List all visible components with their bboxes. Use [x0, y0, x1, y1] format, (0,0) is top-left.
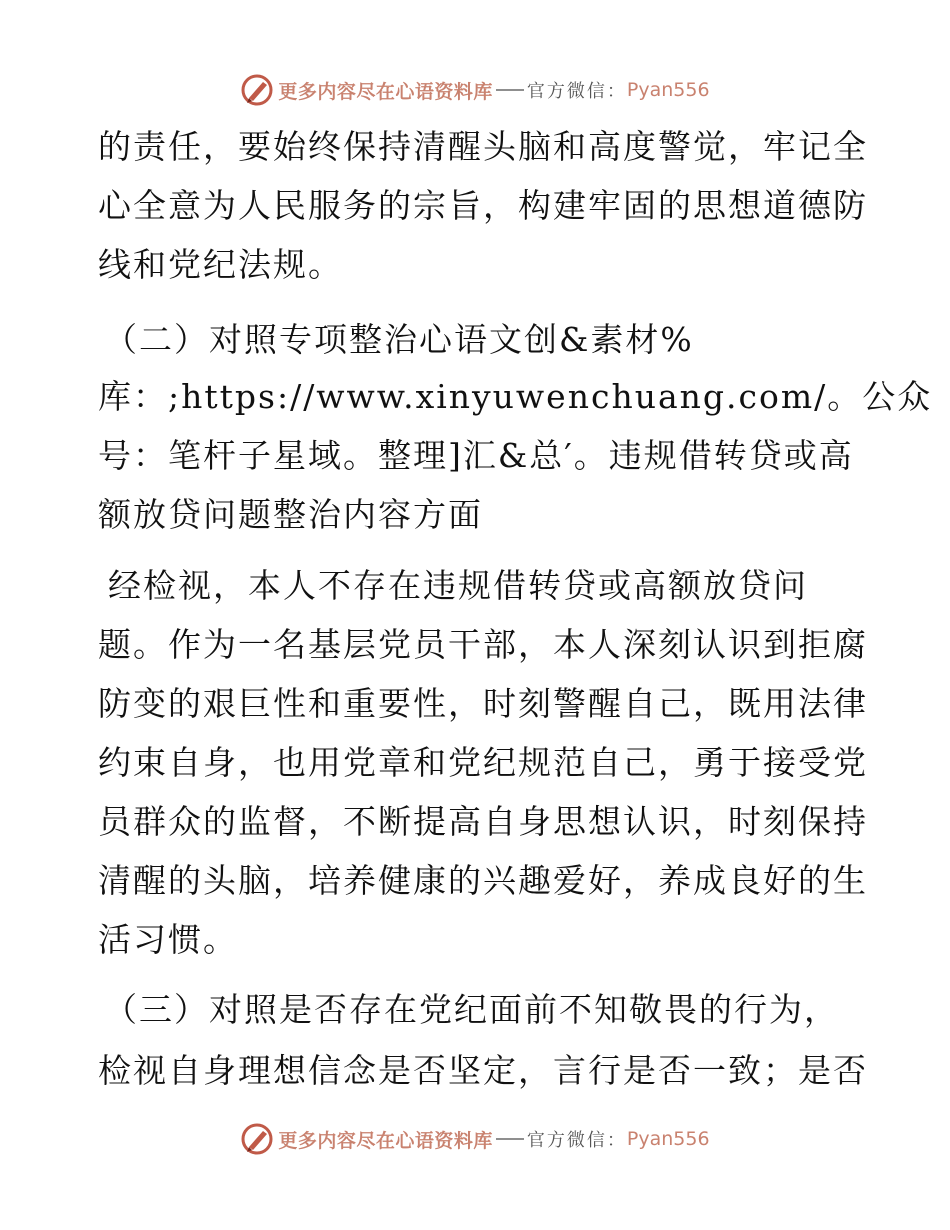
text-line: 清醒的头脑，培养健康的兴趣爱好，养成良好的生	[98, 861, 868, 900]
text-line: 检视自身理想信念是否坚定，言行是否一致；是否	[98, 1051, 868, 1090]
section-heading: （二）对照专项整治心语文创&素材%	[104, 320, 694, 359]
text-line: 活习惯。	[98, 920, 238, 959]
text-line: 心全意为人民服务的宗旨，构建牢固的思想道德防	[98, 186, 868, 225]
banner-dash	[496, 89, 524, 91]
banner-wechat-id: Pyan556	[626, 1128, 710, 1150]
text-line: 线和党纪法规。	[98, 245, 343, 284]
text-line: 额放贷问题整治内容方面	[98, 495, 483, 534]
text-line: 号：笔杆子星域。整理]汇&总′。违规借转贷或高	[98, 436, 854, 475]
pen-logo-icon	[240, 73, 274, 107]
text-line: 题。作为一名基层党员干部，本人深刻认识到拒腐	[98, 625, 868, 664]
text-line: 经检视，本人不存在违规借转贷或高额放贷问	[108, 566, 808, 605]
header-watermark	[0, 72, 950, 108]
section-heading: （三）对照是否存在党纪面前不知敬畏的行为，	[104, 990, 839, 1029]
banner-text: 更多内容尽在心语资料库	[278, 80, 493, 103]
text-line: 的责任，要始终保持清醒头脑和高度警觉，牢记全	[98, 127, 868, 166]
text-line: 约束自身，也用党章和党纪规范自己，勇于接受党	[98, 743, 868, 782]
text-line: 防变的艰巨性和重要性，时刻警醒自己，既用法律	[98, 684, 868, 723]
banner-label: 官方微信：	[526, 1130, 627, 1151]
footer-watermark	[0, 1121, 950, 1157]
text-line-url: 库：;https://www.xinyuwenchuang.com/。公众	[98, 377, 933, 416]
banner-dash	[496, 1138, 524, 1140]
pen-logo-icon	[240, 1122, 274, 1156]
banner-text: 更多内容尽在心语资料库	[278, 1129, 493, 1152]
text-line: 员群众的监督，不断提高自身思想认识，时刻保持	[98, 802, 868, 841]
banner-wechat-id: Pyan556	[626, 79, 710, 101]
banner-label: 官方微信：	[526, 81, 627, 102]
